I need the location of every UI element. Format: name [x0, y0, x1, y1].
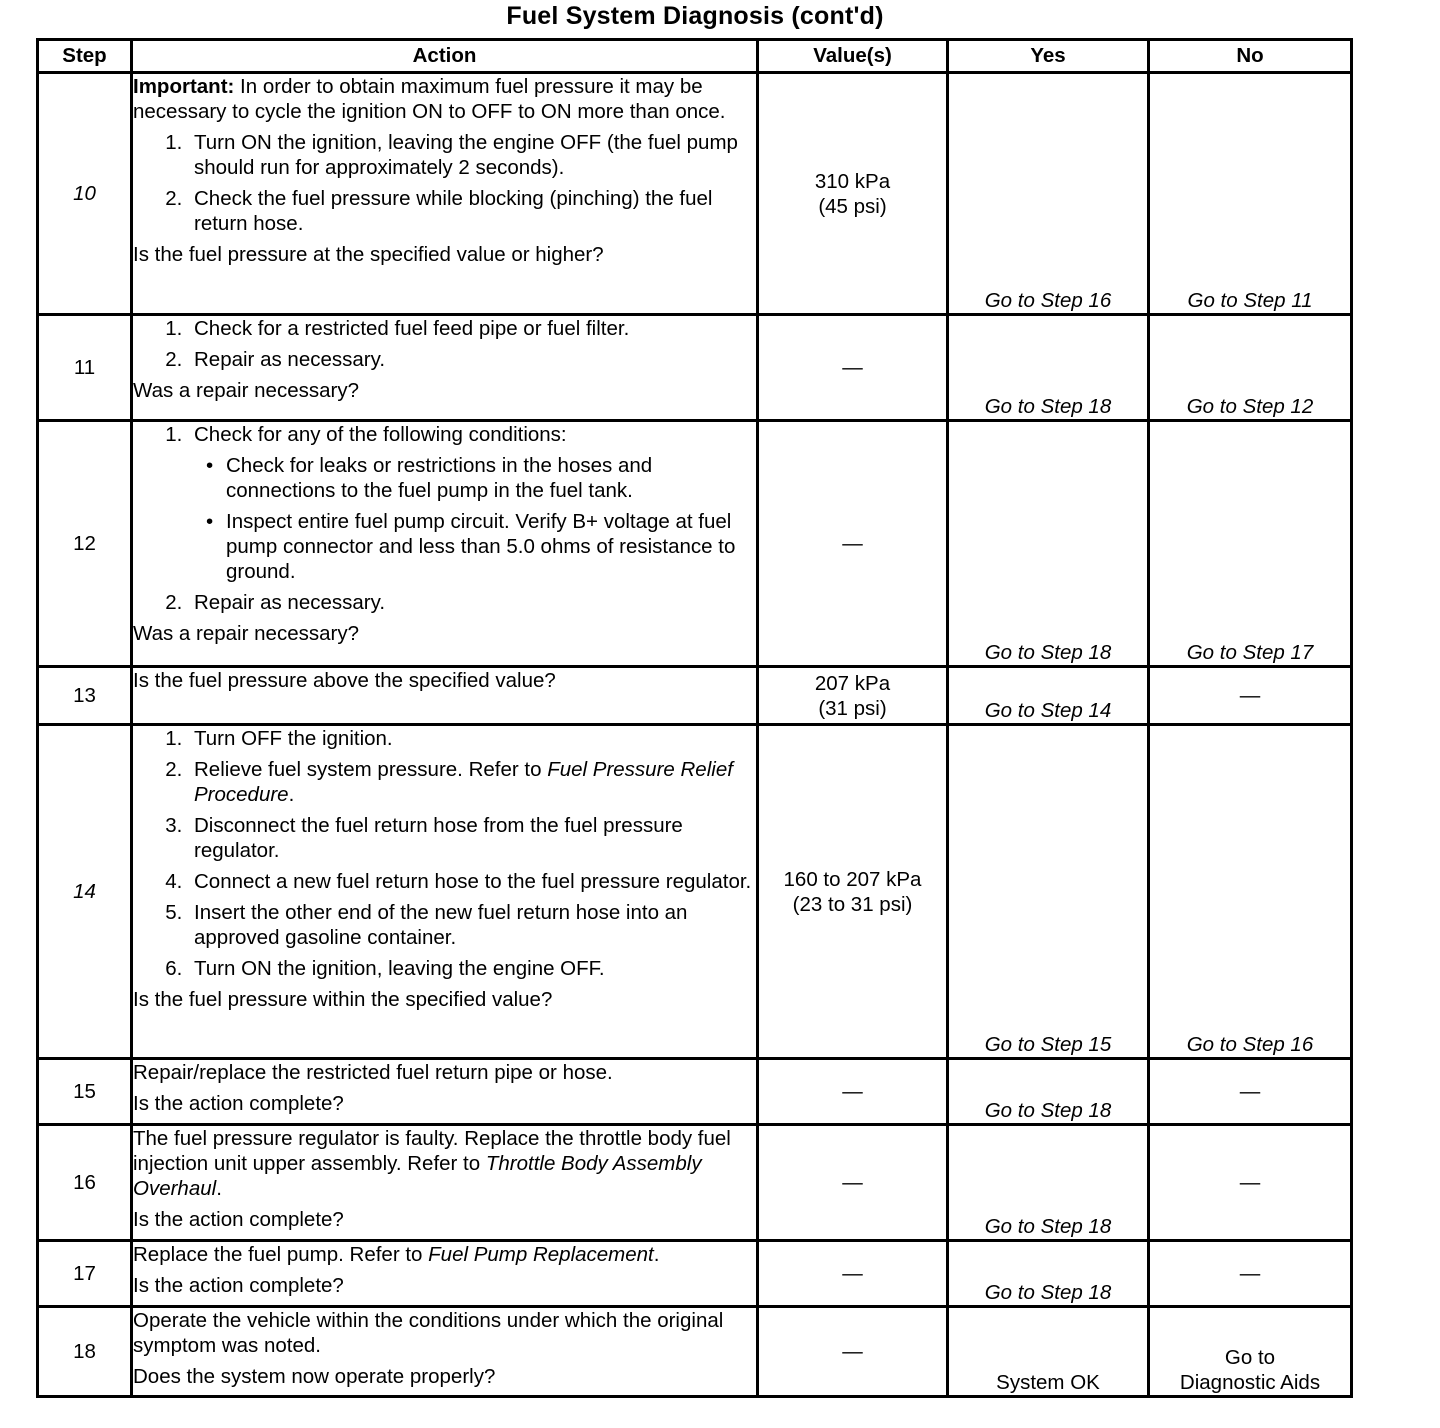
yes-cell: System OK: [948, 1307, 1149, 1397]
yes-cell: Go to Step 14: [948, 667, 1149, 725]
table-header-row: [38, 40, 1352, 73]
action-cell: [132, 1125, 758, 1241]
value-line: 160 to 207 kPa: [783, 867, 922, 891]
action-cell: [132, 73, 758, 315]
punctuation: .: [288, 783, 295, 806]
no-line: Go to: [1224, 1346, 1276, 1369]
action-question: Was a repair necessary?: [133, 379, 359, 402]
yes-cell: Go to Step 18: [948, 315, 1149, 421]
action-text: [133, 1242, 756, 1267]
value-cell: —: [758, 1307, 948, 1397]
action-step: [188, 757, 756, 807]
action-step-text: Relieve fuel system pressure. Refer to: [194, 758, 548, 781]
action-step: 3. Disconnect the fuel return hose from the fuel pressure regulator.: [188, 813, 756, 863]
action-cell: [132, 667, 758, 725]
header-step: Step: [38, 40, 132, 73]
yes-cell: Go to Step 16: [948, 73, 1149, 315]
action-question: Is the action complete?: [133, 1208, 344, 1231]
action-steps: [133, 316, 756, 372]
step-number: 13: [38, 667, 132, 725]
important-label: Important:: [133, 75, 235, 98]
value-cell: [758, 73, 948, 315]
action-cell: [132, 315, 758, 421]
punctuation: .: [653, 1243, 660, 1266]
yes-cell: Go to Step 15: [948, 725, 1149, 1059]
step-number: 12: [38, 421, 132, 667]
table-row-step-17: [38, 1241, 1352, 1307]
value-cell: —: [758, 1059, 948, 1125]
no-cell: Go to Step 17: [1149, 421, 1352, 667]
no-cell: —: [1149, 1059, 1352, 1125]
action-cell: [132, 1059, 758, 1125]
value-cell: [758, 725, 948, 1059]
value-line: (23 to 31 psi): [792, 892, 913, 916]
header-no: No: [1149, 40, 1352, 73]
value-cell: [758, 667, 948, 725]
action-step: 6. Turn ON the ignition, leaving the engine OFF.: [188, 956, 756, 981]
action-step: 1. Turn OFF the ignition.: [188, 726, 756, 751]
value-cell: —: [758, 315, 948, 421]
value-cell: —: [758, 1241, 948, 1307]
action-question: Is the fuel pressure within the specified value?: [133, 988, 553, 1011]
action-text-main: Replace the fuel pump. Refer to: [133, 1243, 429, 1266]
action-cell: [132, 1307, 758, 1397]
step-number: 15: [38, 1059, 132, 1125]
action-text: Repair/replace the restricted fuel return pipe or hose.: [133, 1061, 613, 1084]
value-line: 310 kPa: [814, 169, 891, 193]
action-steps: [133, 130, 756, 236]
value-line: (45 psi): [818, 194, 887, 218]
no-cell: Go to Step 16: [1149, 725, 1352, 1059]
no-cell: —: [1149, 667, 1352, 725]
value-line: (31 psi): [818, 696, 887, 720]
step-number: 18: [38, 1307, 132, 1397]
step-number: 14: [38, 725, 132, 1059]
action-step-text: Check for any of the following conditions:: [194, 423, 567, 446]
action-text: Operate the vehicle within the conditions under which the original symptom was noted.: [133, 1309, 724, 1357]
no-cell: Go to Step 11: [1149, 73, 1352, 315]
procedure-reference: Fuel Pump Replacement: [428, 1243, 654, 1266]
action-text-main: The fuel pressure regulator is faulty. Replace the throttle body fuel injection unit upper assembly. Refer to: [133, 1127, 731, 1175]
procedure-reference: Fuel Pressure Relief Procedure: [194, 758, 733, 806]
action-cell: [132, 1241, 758, 1307]
action-step: 2. Check the fuel pressure while blocking (pinching) the fuel return hose.: [188, 186, 756, 236]
action-question: Is the action complete?: [133, 1092, 344, 1115]
punctuation: .: [216, 1177, 222, 1200]
yes-cell: Go to Step 18: [948, 1125, 1149, 1241]
action-step: 1. Check for a restricted fuel feed pipe or fuel filter.: [188, 316, 756, 341]
no-cell: [1149, 1307, 1352, 1397]
action-text: [133, 1126, 756, 1201]
important-note: [133, 74, 756, 124]
action-cell: [132, 421, 758, 667]
important-text: In order to obtain maximum fuel pressure it may be necessary to cycle the ignition ON to OFF to ON more than once.: [133, 75, 726, 123]
no-line: Diagnostic Aids: [1179, 1371, 1321, 1394]
action-step: [188, 422, 756, 584]
action-step: 2. Repair as necessary.: [188, 347, 756, 372]
table-row-step-11: [38, 315, 1352, 421]
action-steps: [133, 422, 756, 615]
page-title: Fuel System Diagnosis (cont'd): [506, 2, 884, 30]
step-number: 16: [38, 1125, 132, 1241]
step-number: 17: [38, 1241, 132, 1307]
condition-item: • Check for leaks or restrictions in the hoses and connections to the fuel pump in the fuel tank.: [226, 453, 756, 503]
step-number: 11: [38, 315, 132, 421]
action-question: Does the system now operate properly?: [133, 1365, 496, 1388]
yes-cell: Go to Step 18: [948, 1059, 1149, 1125]
diagnosis-table: [36, 38, 1353, 1398]
action-step: 4. Connect a new fuel return hose to the fuel pressure regulator.: [188, 869, 756, 894]
header-yes: Yes: [948, 40, 1149, 73]
table-row-step-18: [38, 1307, 1352, 1397]
table-row-step-16: [38, 1125, 1352, 1241]
action-question: Was a repair necessary?: [133, 622, 359, 645]
table-row-step-14: [38, 725, 1352, 1059]
table-row-step-13: [38, 667, 1352, 725]
table-row-step-12: [38, 421, 1352, 667]
step-number: 10: [38, 73, 132, 315]
no-cell: —: [1149, 1241, 1352, 1307]
action-step: 1. Turn ON the ignition, leaving the engine OFF (the fuel pump should run for approximately 2 seconds).: [188, 130, 756, 180]
value-line: 207 kPa: [814, 671, 891, 695]
value-cell: —: [758, 421, 948, 667]
action-step: 2. Repair as necessary.: [188, 590, 756, 615]
header-action: Action: [132, 40, 758, 73]
yes-cell: Go to Step 18: [948, 421, 1149, 667]
value-cell: —: [758, 1125, 948, 1241]
action-question: Is the fuel pressure above the specified value?: [133, 669, 556, 692]
condition-list: [194, 453, 756, 584]
no-cell: Go to Step 12: [1149, 315, 1352, 421]
action-step: 5. Insert the other end of the new fuel return hose into an approved gasoline container.: [188, 900, 756, 950]
header-value: Value(s): [758, 40, 948, 73]
table-row-step-10: [38, 73, 1352, 315]
action-steps: [133, 726, 756, 981]
table-row-step-15: [38, 1059, 1352, 1125]
no-cell: —: [1149, 1125, 1352, 1241]
condition-item: • Inspect entire fuel pump circuit. Verify B+ voltage at fuel pump connector and less than 5.0 ohms of resistance to ground.: [226, 509, 756, 584]
action-question: Is the fuel pressure at the specified value or higher?: [133, 243, 604, 266]
action-question: Is the action complete?: [133, 1274, 344, 1297]
yes-cell: Go to Step 18: [948, 1241, 1149, 1307]
procedure-reference: Throttle Body Assembly Overhaul: [133, 1152, 702, 1200]
action-cell: [132, 725, 758, 1059]
